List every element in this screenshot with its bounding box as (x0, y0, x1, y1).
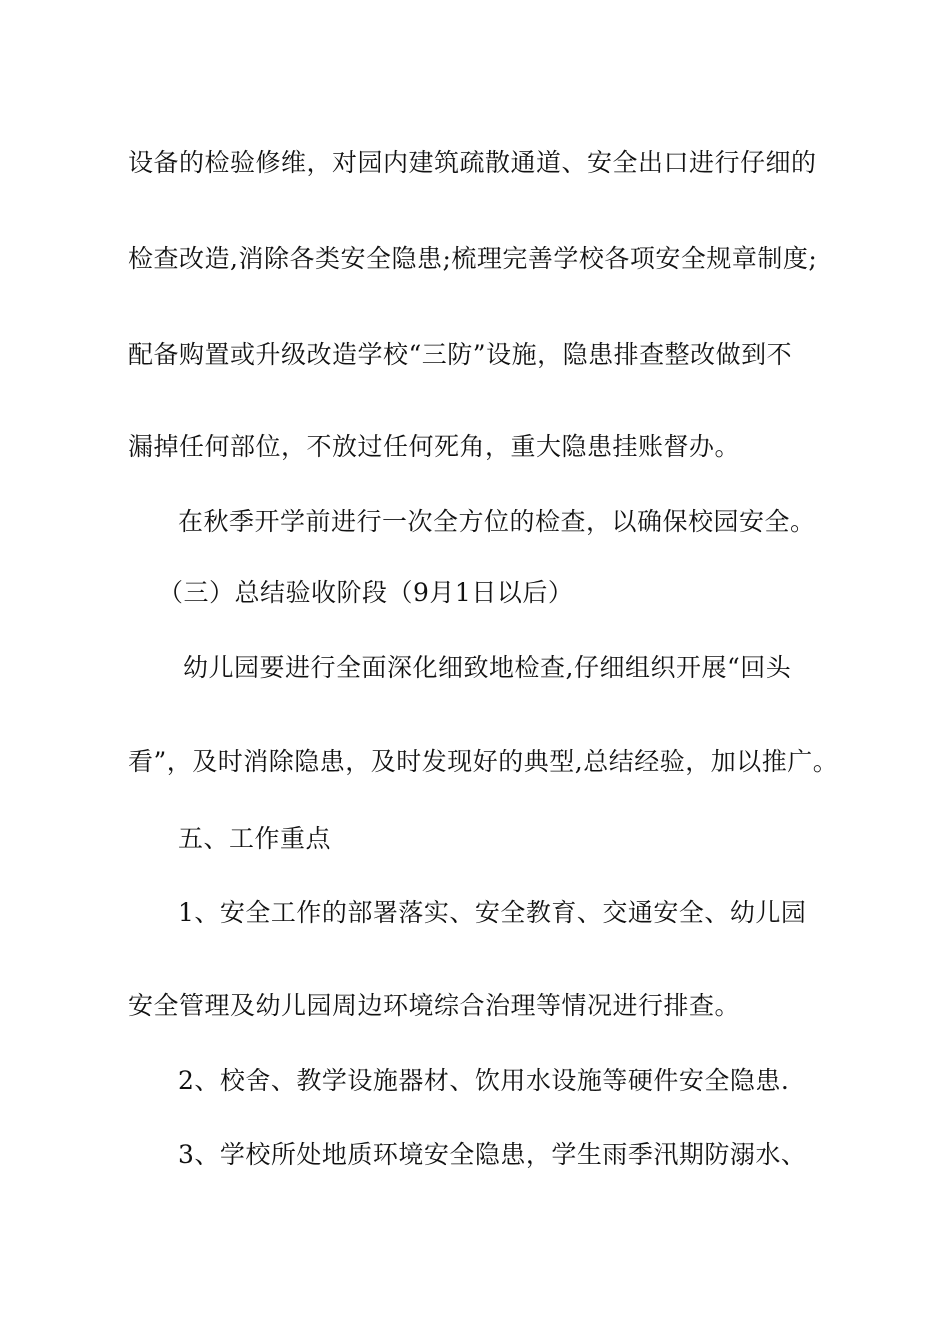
paragraph-line: 配备购置或升级改造学校“三防”设施，隐患排查整改做到不 (128, 340, 793, 369)
section-heading: （三）总结验收阶段（9月1日以后） (158, 578, 574, 607)
paragraph-line: 幼儿园要进行全面深化细致地检查,仔细组织开展“回头 (183, 653, 792, 682)
paragraph-line: 检查改造,消除各类安全隐患;梳理完善学校各项安全规章制度; (128, 244, 818, 273)
paragraph-line: 漏掉任何部位，不放过任何死角，重大隐患挂账督办。 (128, 432, 741, 461)
list-item: 3、学校所处地质环境安全隐患，学生雨季汛期防溺水、 (178, 1140, 807, 1169)
list-item: 1、安全工作的部署落实、安全教育、交通安全、幼儿园 (178, 898, 807, 927)
paragraph-line: 设备的检验修维，对园内建筑疏散通道、安全出口进行仔细的 (128, 148, 817, 177)
paragraph-line: 在秋季开学前进行一次全方位的检查，以确保校园安全。 (178, 507, 816, 536)
list-item: 2、校舍、教学设施器材、饮用水设施等硬件安全隐患. (178, 1066, 790, 1095)
paragraph-line: 看”，及时消除隐患，及时发现好的典型,总结经验，加以推广。 (128, 747, 839, 776)
paragraph-line: 安全管理及幼儿园周边环境综合治理等情况进行排查。 (128, 991, 741, 1020)
section-heading: 五、工作重点 (178, 824, 332, 853)
